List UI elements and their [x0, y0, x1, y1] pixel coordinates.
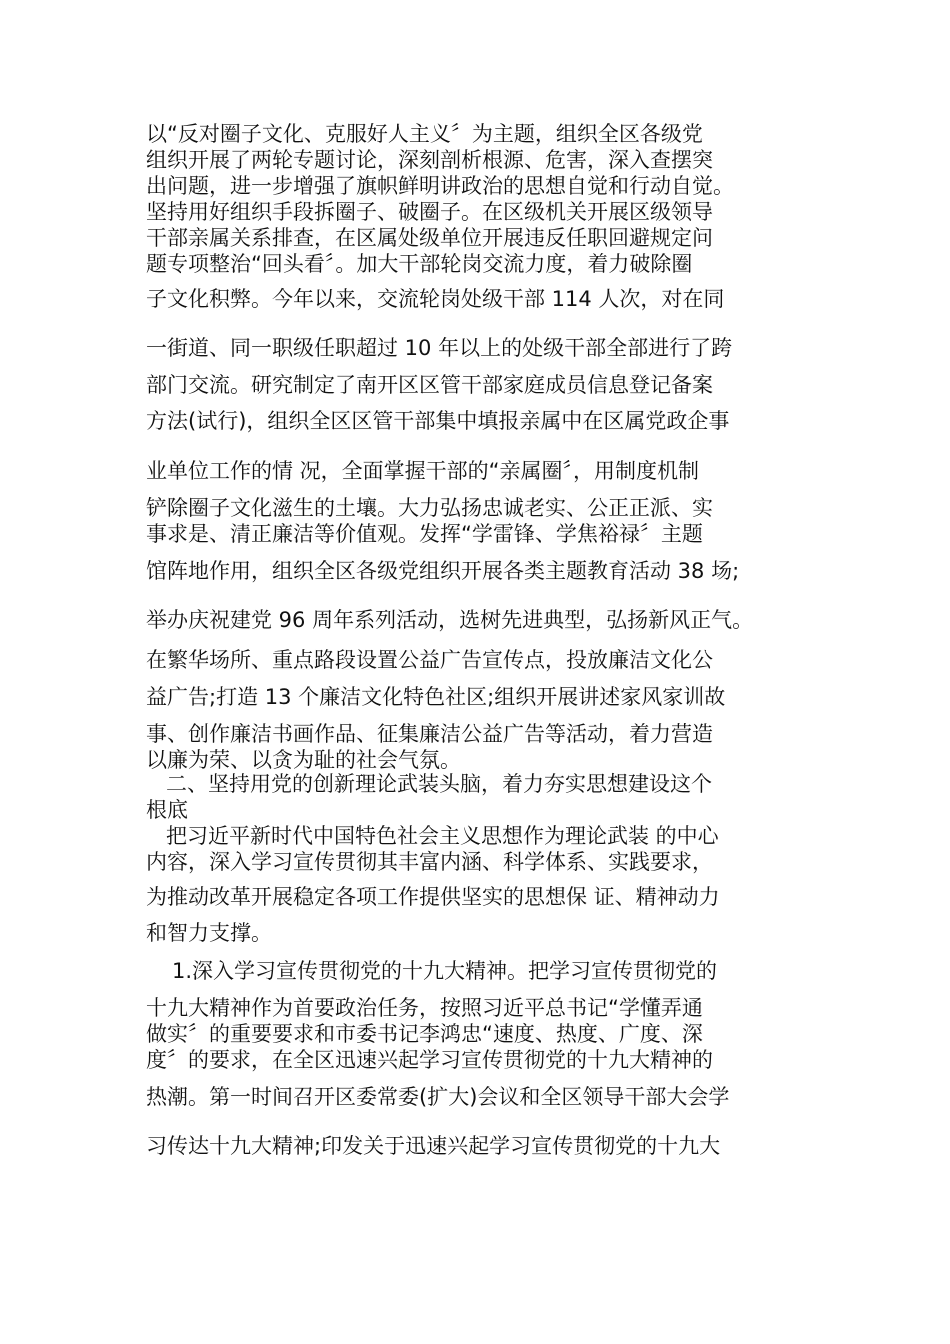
text-line: 组织开展了两轮专题讨论，深刻剖析根源、危害，深入查摆突: [146, 148, 713, 172]
text-line: 部门交流。研究制定了南开区区管干部家庭成员信息登记备案: [146, 373, 713, 397]
text-line: 热潮。第一时间召开区委常委(扩大)会议和全区领导干部大会学: [146, 1085, 730, 1109]
text-line: 益广告;打造 13 个廉洁文化特色社区;组织开展讲述家风家训故: [146, 685, 726, 709]
text-line: 出问题，进一步增强了旗帜鲜明讲政治的思想自觉和行动自觉。: [146, 174, 734, 198]
text-line: 铲除圈子文化滋生的土壤。大力弘扬忠诚老实、公正正派、实: [146, 496, 713, 520]
text-line: 事、创作廉洁书画作品、征集廉洁公益广告等活动，着力营造: [146, 722, 713, 746]
text-line: 干部亲属关系排查，在区属处级单位开展违反任职回避规定问: [146, 226, 713, 250]
text-line: 为推动改革开展稳定各项工作提供坚实的思想保 证、精神动力: [146, 885, 720, 909]
text-line: 把习近平新时代中国特色社会主义思想作为理论武装 的中心: [166, 824, 719, 848]
text-line: 做实〞的重要要求和市委书记李鸿忠“速度、热度、广度、深: [146, 1022, 703, 1046]
text-line: 度〞的要求，在全区迅速兴起学习宣传贯彻党的十九大精神的: [146, 1048, 713, 1072]
text-line: 事求是、清正廉洁等价值观。发挥“学雷锋、学焦裕禄〞主题: [146, 522, 703, 546]
text-line: 子文化积弊。今年以来，交流轮岗处级干部 114 人次，对在同: [146, 287, 725, 311]
text-line: 在繁华场所、重点路段设置公益广告宣传点，投放廉洁文化公: [146, 648, 713, 672]
text-line: 以廉为荣、以贪为耻的社会气氛。: [146, 748, 461, 772]
section-heading: 二、坚持用党的创新理论武装头脑，着力夯实思想建设这个: [166, 772, 712, 796]
text-line: 和智力支撑。: [146, 921, 272, 945]
text-line: 业单位工作的情 况，全面掌握干部的“亲属圈〞，用制度机制: [146, 459, 700, 483]
text-line: 题专项整治“回头看〞。加大干部轮岗交流力度，着力破除圈: [146, 252, 693, 276]
section-heading-continuation: 根底: [146, 798, 188, 822]
text-line: 馆阵地作用，组织全区各级党组织开展各类主题教育活动 38 场;: [146, 559, 740, 583]
text-line: 内容，深入学习宣传贯彻其丰富内涵、科学体系、实践要求，: [146, 850, 713, 874]
subsection-heading: 1.深入学习宣传贯彻党的十九大精神。把学习宣传贯彻党的: [172, 959, 718, 983]
text-line: 举办庆祝建党 96 周年系列活动，选树先进典型，弘扬新风正气。: [146, 608, 754, 632]
text-line: 十九大精神作为首要政治任务，按照习近平总书记“学懂弄通: [146, 996, 703, 1020]
text-line: 以“反对圈子文化、克服好人主义〞为主题，组织全区各级党: [146, 122, 703, 146]
text-line: 方法(试行)，组织全区区管干部集中填报亲属中在区属党政企事: [146, 409, 730, 433]
text-line: 一街道、同一职级任职超过 10 年以上的处级干部全部进行了跨: [146, 336, 733, 360]
text-line: 习传达十九大精神;印发关于迅速兴起学习宣传贯彻党的十九大: [146, 1134, 721, 1158]
text-line: 坚持用好组织手段拆圈子、破圈子。在区级机关开展区级领导: [146, 200, 713, 224]
